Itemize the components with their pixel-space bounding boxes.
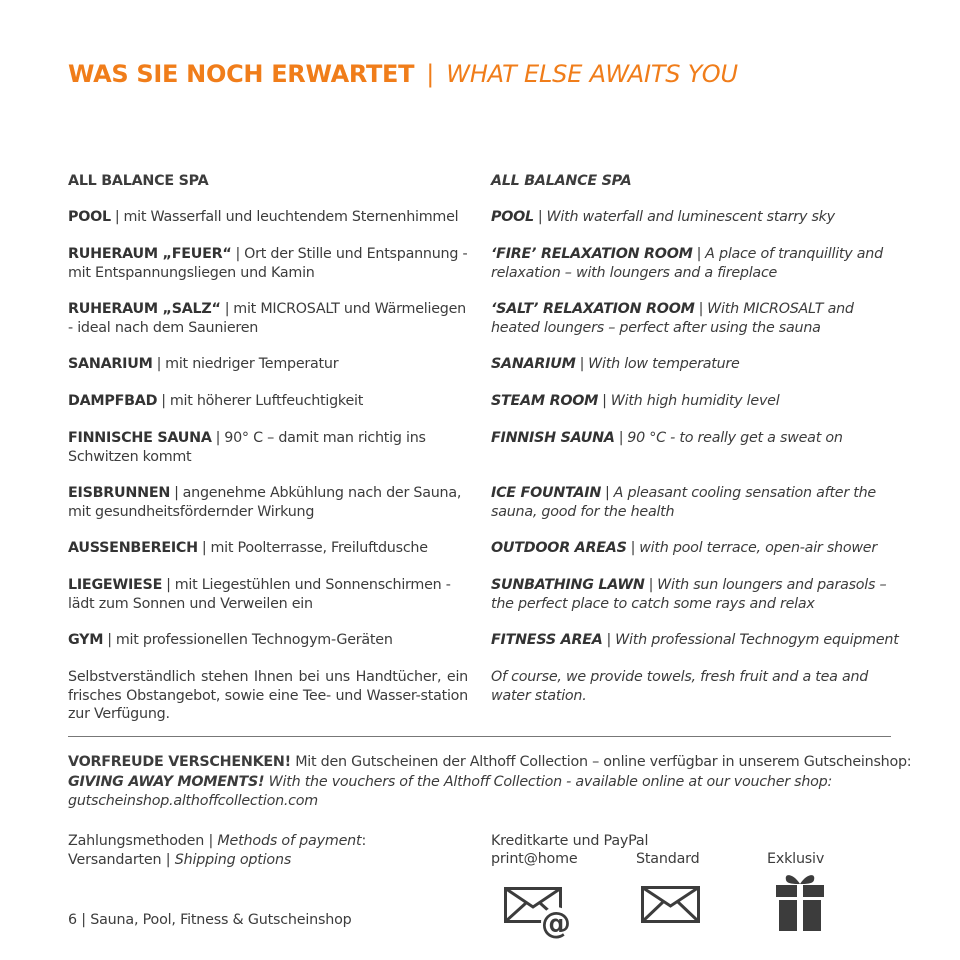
item-text: mit MICROSALT und Wärmeliegen - ideal nach dem Saunieren bbox=[68, 301, 466, 336]
list-item: ‘FIRE’ RELAXATION ROOM | A place of tranquillity and relaxation – with loungers and a fireplace bbox=[491, 246, 883, 281]
shipping-label-de: Versandarten bbox=[68, 852, 162, 868]
list-item: FINNISCHE SAUNA | 90° C – damit man richtig ins Schwitzen kommt bbox=[68, 430, 426, 465]
item-text: with pool terrace, open-air shower bbox=[639, 540, 877, 556]
item-text: With low temperature bbox=[588, 356, 740, 372]
item-label: STEAM ROOM bbox=[491, 393, 599, 409]
shipping-option-exklusiv: Exklusiv bbox=[767, 851, 825, 867]
item-text: angenehme Abkühlung nach der Sauna, mit gesundheitsfördernder Wirkung bbox=[68, 485, 462, 520]
amenities-note-de: Selbstverständlich stehen Ihnen bei uns Handtücher, ein frisches Obstangebot, sowie eine Tee- und Wasser-station zur Verfügung. bbox=[68, 669, 468, 722]
voucher-line-en bbox=[68, 773, 908, 793]
item-text: With professional Technogym equipment bbox=[615, 632, 899, 648]
spa-heading-en: ALL BALANCE SPA bbox=[491, 173, 632, 189]
title-en: WHAT ELSE AWAITS YOU bbox=[446, 60, 738, 88]
list-item: RUHERAUM „SALZ“ | mit MICROSALT und Wärmeliegen - ideal nach dem Saunieren bbox=[68, 301, 466, 336]
shipping-option-print-at-home: print@home bbox=[491, 851, 578, 867]
page-number: 6 bbox=[68, 912, 77, 928]
item-text: mit Wasserfall und leuchtendem Sternenhimmel bbox=[123, 209, 459, 225]
voucher-headline-de: VORFREUDE VERSCHENKEN! bbox=[68, 754, 291, 770]
item-text: 90 °C - to really get a sweat on bbox=[627, 430, 843, 446]
item-label: SUNBATHING LAWN bbox=[491, 577, 645, 593]
gift-icon bbox=[774, 870, 826, 932]
item-label: EISBRUNNEN bbox=[68, 485, 171, 501]
list-item: SANARIUM | With low temperature bbox=[491, 356, 740, 372]
page-title bbox=[68, 60, 738, 88]
voucher-text-en: With the vouchers of the Althoff Collection - available online at our voucher shop: bbox=[268, 773, 833, 790]
list-item: POOL | mit Wasserfall und leuchtendem Sternenhimmel bbox=[68, 209, 459, 225]
page-footer: 6 | Sauna, Pool, Fitness & Gutscheinshop bbox=[68, 912, 352, 928]
payment-label-en: Methods of payment bbox=[217, 833, 362, 849]
payment-value: Kreditkarte und PayPal bbox=[491, 833, 649, 849]
item-label: FINNISH SAUNA bbox=[491, 430, 615, 446]
item-label: ICE FOUNTAIN bbox=[491, 485, 602, 501]
shipping-label-en: Shipping options bbox=[174, 852, 292, 868]
section-name: Sauna, Pool, Fitness & Gutscheinshop bbox=[90, 912, 352, 928]
item-label: FITNESS AREA bbox=[491, 632, 603, 648]
voucher-text-de: Mit den Gutscheinen der Althoff Collection – online verfügbar in unserem Gutscheinshop: bbox=[295, 754, 912, 770]
envelope-icon bbox=[641, 886, 701, 926]
item-label: DAMPFBAD bbox=[68, 393, 158, 409]
item-label: POOL bbox=[491, 209, 534, 225]
title-de: WAS SIE NOCH ERWARTET bbox=[68, 60, 415, 88]
list-item: ‘SALT’ RELAXATION ROOM | With MICROSALT and heated loungers – perfect after using the sauna bbox=[491, 301, 854, 336]
item-label: GYM bbox=[68, 632, 104, 648]
item-label: OUTDOOR AREAS bbox=[491, 540, 627, 556]
envelope-at-icon bbox=[504, 883, 574, 943]
list-item: DAMPFBAD | mit höherer Luftfeuchtigkeit bbox=[68, 393, 364, 409]
payment-label-de: Zahlungsmethoden bbox=[68, 833, 205, 849]
voucher-block bbox=[68, 753, 912, 812]
item-text: With MICROSALT and heated loungers – perfect after using the sauna bbox=[491, 301, 854, 336]
item-text: mit Liegestühlen und Sonnenschirmen - lädt zum Sonnen und Verweilen ein bbox=[68, 577, 451, 612]
list-item: OUTDOOR AREAS | with pool terrace, open-air shower bbox=[491, 540, 877, 556]
list-item: SUNBATHING LAWN | With sun loungers and parasols – the perfect place to catch some rays and relax bbox=[491, 577, 887, 612]
list-item: FINNISH SAUNA | 90 °C - to really get a sweat on bbox=[491, 430, 843, 446]
payment-label: Zahlungsmethoden | Methods of payment: bbox=[68, 833, 367, 849]
list-item: RUHERAUM „FEUER“ | Ort der Stille und Entspannung - mit Entspannungsliegen und Kamin bbox=[68, 246, 468, 281]
amenities-note-en: Of course, we provide towels, fresh fruit and a tea and water station. bbox=[491, 669, 869, 704]
spa-heading-de: ALL BALANCE SPA bbox=[68, 173, 209, 189]
shipping-option-standard: Standard bbox=[636, 851, 700, 867]
list-item: ICE FOUNTAIN | A pleasant cooling sensation after the sauna, good for the health bbox=[491, 485, 876, 520]
item-label: FINNISCHE SAUNA bbox=[68, 430, 212, 446]
item-text: Ort der Stille und Entspannung - mit Entspannungsliegen und Kamin bbox=[68, 246, 468, 281]
list-item: GYM | mit professionellen Technogym-Geräten bbox=[68, 632, 393, 648]
list-item: EISBRUNNEN | angenehme Abkühlung nach der Sauna, mit gesundheitsfördernder Wirkung bbox=[68, 485, 462, 520]
item-text: A place of tranquillity and relaxation – with loungers and a fireplace bbox=[491, 246, 883, 281]
item-text: With high humidity level bbox=[610, 393, 780, 409]
list-item: AUSSENBEREICH | mit Poolterrasse, Freiluftdusche bbox=[68, 540, 428, 556]
list-item: LIEGEWIESE | mit Liegestühlen und Sonnenschirmen - lädt zum Sonnen und Verweilen ein bbox=[68, 577, 451, 612]
item-text: mit höherer Luftfeuchtigkeit bbox=[169, 393, 364, 409]
item-label: ‘SALT’ RELAXATION ROOM bbox=[491, 301, 695, 317]
section-divider bbox=[68, 736, 891, 737]
voucher-headline-en: GIVING AWAY MOMENTS! bbox=[68, 773, 265, 790]
item-label: ‘FIRE’ RELAXATION ROOM bbox=[491, 246, 693, 262]
list-item: SANARIUM | mit niedriger Temperatur bbox=[68, 356, 339, 372]
voucher-line-de bbox=[68, 753, 912, 773]
item-label: SANARIUM bbox=[491, 356, 576, 372]
item-text: mit niedriger Temperatur bbox=[165, 356, 339, 372]
item-text: A pleasant cooling sensation after the sauna, good for the health bbox=[491, 485, 876, 520]
item-label: LIEGEWIESE bbox=[68, 577, 163, 593]
voucher-shop-link[interactable]: gutscheinshop.althoffcollection.com bbox=[68, 793, 318, 809]
list-item: FITNESS AREA | With professional Technogym equipment bbox=[491, 632, 899, 648]
item-text: mit Poolterrasse, Freiluftdusche bbox=[210, 540, 428, 556]
item-label: AUSSENBEREICH bbox=[68, 540, 198, 556]
item-text: With sun loungers and parasols – the perfect place to catch some rays and relax bbox=[491, 577, 887, 612]
item-label: RUHERAUM „SALZ“ bbox=[68, 301, 221, 317]
item-text: mit professionellen Technogym-Geräten bbox=[115, 632, 393, 648]
title-separator: | bbox=[426, 60, 435, 88]
svg-text:@: @ bbox=[541, 906, 571, 941]
item-label: POOL bbox=[68, 209, 111, 225]
item-text: With waterfall and luminescent starry sky bbox=[546, 209, 835, 225]
item-label: RUHERAUM „FEUER“ bbox=[68, 246, 232, 262]
list-item: STEAM ROOM | With high humidity level bbox=[491, 393, 780, 409]
list-item: POOL | With waterfall and luminescent starry sky bbox=[491, 209, 835, 225]
item-label: SANARIUM bbox=[68, 356, 153, 372]
item-text: 90° C – damit man richtig ins Schwitzen kommt bbox=[68, 430, 426, 465]
shipping-label: Versandarten | Shipping options bbox=[68, 852, 292, 868]
